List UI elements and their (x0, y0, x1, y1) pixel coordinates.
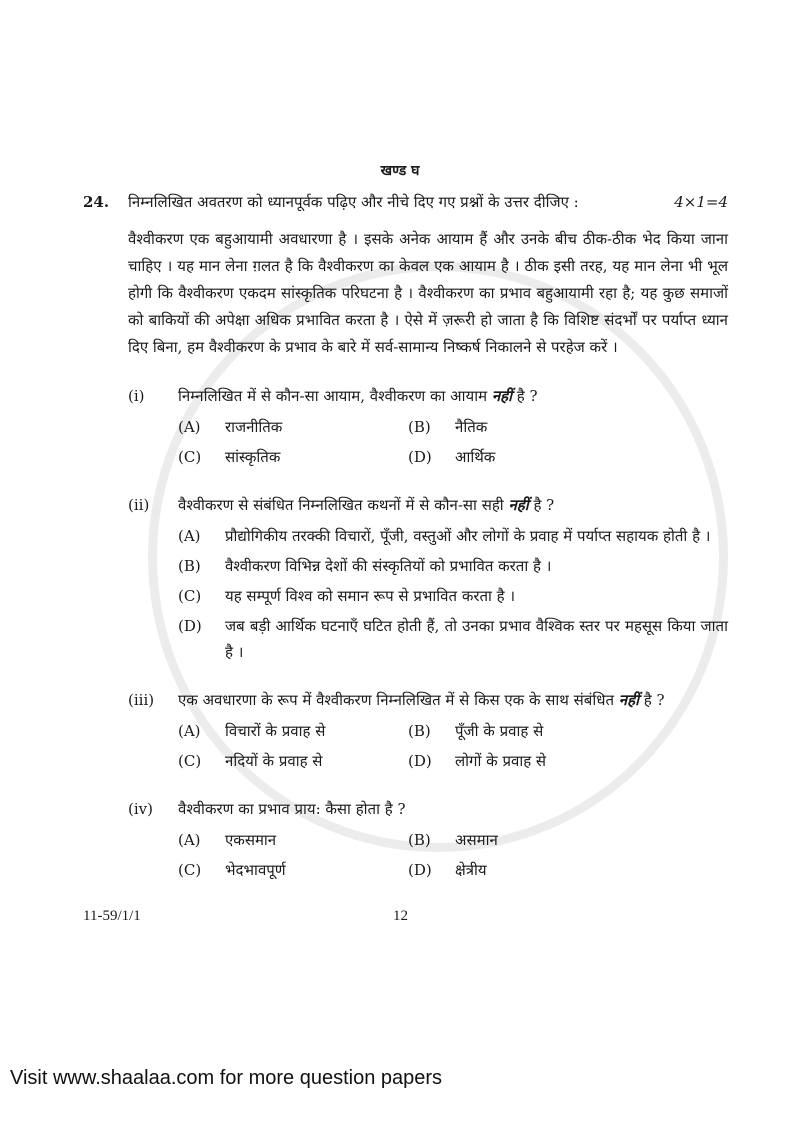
subq-number: (i) (128, 387, 145, 405)
option (408, 857, 728, 883)
option-text: जब बड़ी आर्थिक घटनाएँ घटित होती हैं, तो उनका प्रभाव वैश्विक स्तर पर महसूस किया जाता है । (225, 617, 728, 661)
sub-question (128, 687, 728, 774)
page-number: 12 (393, 908, 408, 924)
subq-text: वैश्वीकरण का प्रभाव प्राय: कैसा होता है ? (178, 800, 406, 818)
question-marks: 4×1=4 (674, 193, 728, 211)
subq-number: (iii) (128, 691, 155, 709)
option-label: (D) (408, 448, 432, 466)
option-label: (A) (178, 722, 201, 740)
option-text: यह सम्पूर्ण विश्व को समान रूप से प्रभावित करता है । (225, 587, 516, 605)
option-text: राजनीतिक (225, 418, 283, 436)
question-prompt: निम्नलिखित अवतरण को ध्यानपूर्वक पढ़िए और नीचे दिए गए प्रश्नों के उत्तर दीजिए : (128, 193, 579, 211)
sub-question (128, 492, 728, 665)
option-label: (A) (178, 831, 201, 849)
subq-number: (iv) (128, 800, 153, 818)
paper-code: 11-59/1/1 (83, 908, 141, 924)
section-title: खण्ड घ (380, 163, 420, 179)
subq-text: निम्नलिखित में से कौन-सा आयाम, वैश्वीकरण का आयाम नहीं है ? (178, 387, 538, 405)
passage: वैश्वीकरण एक बहुआयामी अवधारणा है । इसके अनेक आयाम हैं और उनके बीच ठीक-ठीक भेद किया जाना चाहिए । यह मान लेना ग़लत है कि वैश्वीकरण का केवल एक आयाम है । ठीक इसी तरह, यह मान लेना भी भूल होगी कि वैश्वीकरण एकदम सांस्कृतिक परिघटना है । वैश्वीकरण का प्रभाव बहुआयामी रहा है; यह कुछ समाजों को बाकियों की अपेक्षा अधिक प्रभावित करता है । ऐसे में ज़रूरी हो जाता है कि विशिष्ट संदर्भों पर पर्याप्त ध्यान दिए बिना, हम वैश्वीकरण के प्रभाव के बारे में सर्व-सामान्य निष्कर्ष निकालने से परहेज करें । (128, 230, 728, 356)
option-text: आर्थिक (455, 448, 496, 466)
option-text: नैतिक (455, 418, 488, 436)
option (178, 553, 728, 579)
option-text: विचारों के प्रवाह से (225, 722, 326, 740)
subq-number: (ii) (128, 496, 150, 514)
option-label: (B) (408, 418, 431, 436)
option (408, 414, 728, 440)
option-text: नदियों के प्रवाह से (225, 752, 323, 770)
option (408, 718, 728, 744)
option-label: (C) (178, 752, 202, 770)
option (178, 444, 408, 470)
option (408, 827, 728, 853)
option-text: सांस्कृतिक (225, 448, 281, 466)
option-text: क्षेत्रीय (455, 861, 487, 879)
option (178, 718, 408, 744)
option-label: (C) (178, 587, 202, 605)
option (178, 613, 728, 665)
option-label: (C) (178, 448, 202, 466)
visit-link-text[interactable]: Visit www.shaalaa.com for more question papers (10, 1067, 443, 1089)
option (178, 857, 408, 883)
option (178, 748, 408, 774)
option (408, 444, 728, 470)
option-label: (A) (178, 527, 201, 545)
option-text: वैश्वीकरण विभिन्न देशों की संस्कृतियों को प्रभावित करता है । (225, 557, 552, 575)
option (178, 414, 408, 440)
option (178, 583, 728, 609)
question-header (83, 190, 728, 214)
option-text: पूँजी के प्रवाह से (455, 722, 544, 740)
sub-question (128, 383, 728, 470)
subq-text: वैश्वीकरण से संबंधित निम्नलिखित कथनों में से कौन-सा सही नहीं है ? (178, 496, 555, 514)
option-label: (B) (178, 557, 201, 575)
question-number: 24. (83, 193, 110, 211)
option (408, 748, 728, 774)
subq-text: एक अवधारणा के रूप में वैश्वीकरण निम्नलिखित में से किस एक के साथ संबंधित नहीं है ? (178, 691, 665, 709)
option (178, 523, 728, 549)
option-text: प्रौद्योगिकीय तरक्की विचारों, पूँजी, वस्तुओं और लोगों के प्रवाह में पर्याप्त सहायक होती है । (225, 527, 711, 545)
option-text: एकसमान (225, 831, 277, 849)
option-label: (D) (408, 861, 432, 879)
option-label: (C) (178, 861, 202, 879)
option-label: (D) (408, 752, 432, 770)
option-label: (B) (408, 831, 431, 849)
option-label: (B) (408, 722, 431, 740)
option-label: (A) (178, 418, 201, 436)
option-text: असमान (455, 831, 498, 849)
option (178, 827, 408, 853)
option-text: लोगों के प्रवाह से (455, 752, 547, 770)
option-label: (D) (178, 617, 202, 635)
option-text: भेदभावपूर्ण (225, 861, 286, 879)
page-footer (83, 905, 728, 927)
sub-question (128, 796, 728, 883)
